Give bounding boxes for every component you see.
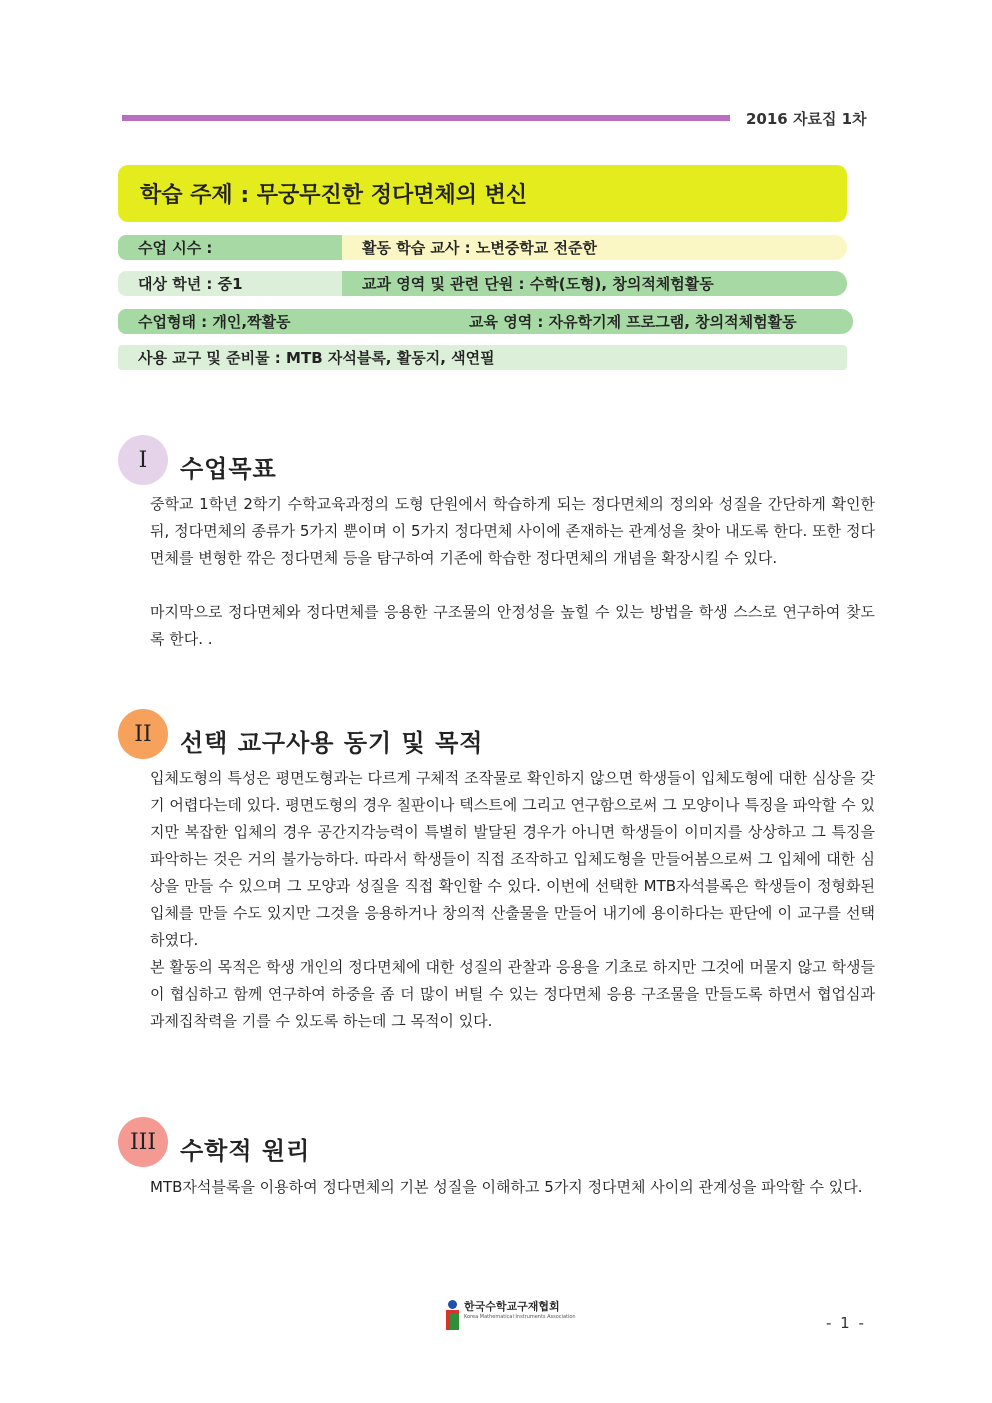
- section-1-heading: 수업목표: [180, 454, 277, 483]
- section-1-numeral: I: [118, 435, 168, 485]
- section-1-paragraph-1: 중학교 1학년 2학기 수학교육과정의 도형 단원에서 학습하게 되는 정다면체의 정의와 성질을 간단하게 확인한 뒤, 정다면체의 종류가 5가지 뿐이며 이 5가지 정다면체 사이에 존재하는 관계성을 찾아 내도록 한다. 또한 정다면체를 변형한 깎은 정다면체 등을 탐구하여 기존에 학습한 정다면체의 개념을 확장시킬 수 있다.: [150, 495, 875, 567]
- section-3-numeral: III: [118, 1117, 168, 1167]
- grade-cell: 대상 학년 : 중1: [118, 271, 342, 296]
- subject-unit-cell: 교과 영역 및 관련 단원 : 수학(도형), 창의적체험활동: [342, 271, 847, 296]
- section-2-paragraph-1: 입체도형의 특성은 평면도형과는 다르게 구체적 조작물로 확인하지 않으면 학생들이 입체도형에 대한 심상을 갖기 어렵다는데 있다. 평면도형의 경우 칠판이나 텍스트에 그리고 연구함으로써 그 모양이나 특징을 파악할 수 있지만 복잡한 입체의 경우 공간지각능력이 특별히 발달된 경우가 아니면 학생들이 이미지를 상상하고 그 특징을 파악하는 것은 거의 불가능하다. 따라서 학생들이 직접 조작하고 입체도형을 만들어봄으로써 그 입체에 대한 심상을 만들 수 있으며 그 모양과 성질을 직접 확인할 수 있다. 이번에 선택한 MTB자석블록은 학생들이 정형화된 입체를 만들 수도 있지만 그것을 응용하거나 창의적 산출물을 만들어 내기에 용이하다는 판단에 이 교구를 선택하였다.: [150, 769, 875, 949]
- section-2-paragraph-2: 본 활동의 목적은 학생 개인의 정다면체에 대한 성질의 관찰과 응용을 기초로 하지만 그것에 머물지 않고 학생들이 협심하고 함께 연구하여 하중을 좀 더 많이 버틸 수 있는 정다면체 응용 구조물을 만들도록 하면서 협업심과 과제집착력을 기를 수 있도록 하는데 그 목적이 있다.: [150, 958, 875, 1030]
- logo-mark-icon: [446, 1300, 460, 1330]
- teacher-cell: 활동 학습 교사 : 노변중학교 전준한: [342, 235, 847, 260]
- class-type-cell: 수업형태 : 개인,짝활동: [118, 309, 443, 334]
- association-logo: [446, 1300, 576, 1330]
- header-rule: [122, 115, 730, 121]
- section-2-numeral: II: [118, 709, 168, 759]
- publication-label: 2016 자료집 1차: [746, 110, 867, 128]
- class-hours-cell: 수업 시수 :: [118, 235, 342, 260]
- page-number: - 1 -: [826, 1314, 866, 1332]
- lesson-title: 학습 주제 : 무궁무진한 정다면체의 변신: [118, 165, 847, 222]
- section-2-heading: 선택 교구사용 동기 및 목적: [180, 728, 484, 757]
- logo-korean-name: 한국수학교구재협회: [464, 1300, 560, 1313]
- section-3-paragraph-1: MTB자석블록을 이용하여 정다면체의 기본 성질을 이해하고 5가지 정다면체 사이의 관계성을 파악할 수 있다.: [150, 1178, 863, 1196]
- logo-english-name: Korea Mathematical Instruments Association: [464, 1314, 576, 1320]
- materials-cell: 사용 교구 및 준비물 : MTB 자석블록, 활동지, 색연필: [118, 345, 847, 370]
- section-1-paragraph-2: 마지막으로 정다면체와 정다면체를 응용한 구조물의 안정성을 높힐 수 있는 방법을 학생 스스로 연구하여 찾도록 한다. .: [150, 603, 875, 648]
- section-3-heading: 수학적 원리: [180, 1136, 311, 1165]
- education-area-cell: 교육 영역 : 자유학기제 프로그램, 창의적체험활동: [443, 309, 853, 334]
